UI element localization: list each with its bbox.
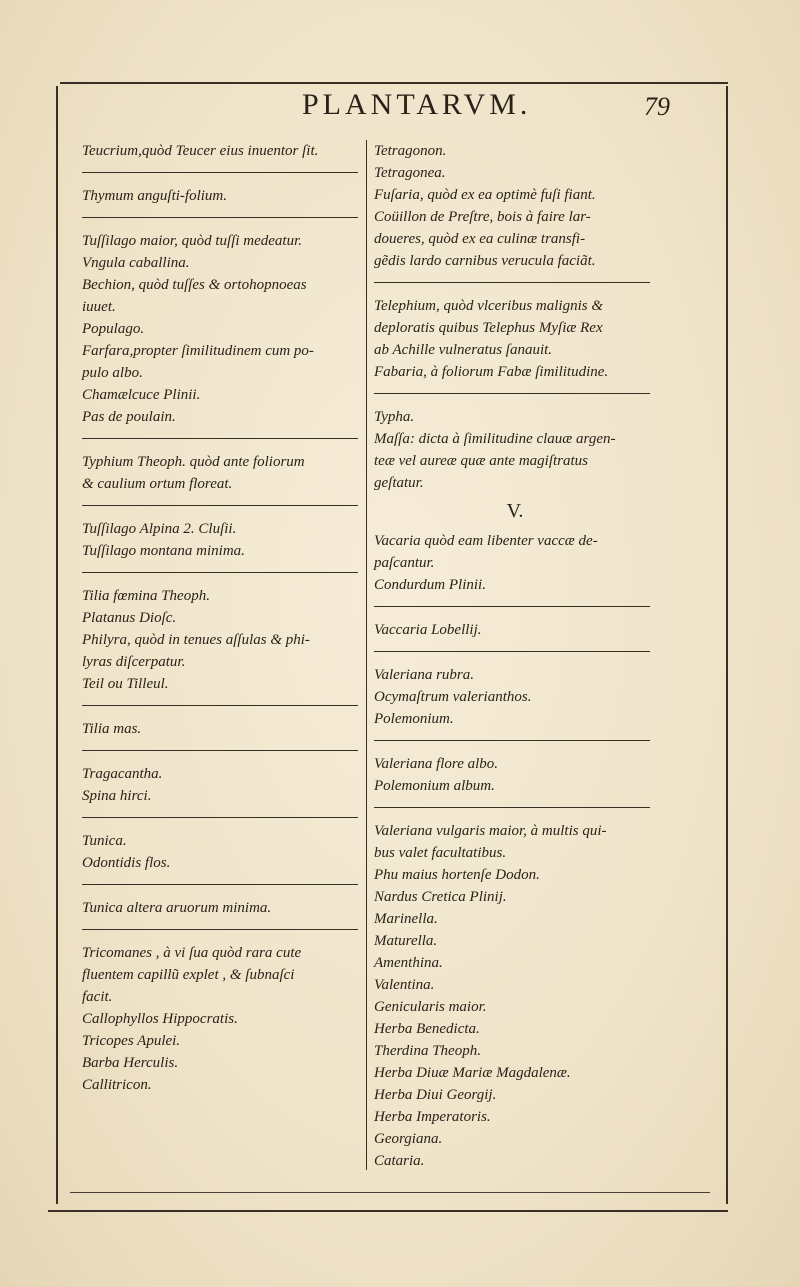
entry-line: Vaccaria Lobellij. (374, 622, 482, 638)
entry-separator (374, 282, 650, 283)
entry-line: Telephium, quòd vlceribus malignis & (374, 298, 604, 314)
entry-line: Nardus Cretica Plinij. (374, 889, 507, 905)
entry-line: Maſſa: dicta à ſimilitudine clauæ argen- (374, 431, 616, 447)
left-column (82, 140, 364, 1102)
entry-line: fluentem capillũ explet , & ſubnaſci (82, 967, 295, 983)
entry-line: facit. (82, 989, 113, 1005)
entry-line: Vacaria quòd eam libenter vaccæ de- (374, 533, 598, 549)
entry-line: Amenthina. (374, 955, 443, 971)
entry-line: Tetragonea. (374, 165, 446, 181)
plant-entry (374, 619, 656, 641)
entry-line: Valentina. (374, 977, 435, 993)
entry-line: Genicularis maior. (374, 999, 487, 1015)
entry-line: Marinella. (374, 911, 438, 927)
plant-entry (82, 185, 364, 207)
entry-separator (82, 172, 358, 173)
entry-separator (374, 651, 650, 652)
plant-entry (82, 718, 364, 740)
section-letter: V. (506, 500, 524, 522)
plant-entry (374, 406, 656, 494)
entry-line: Polemonium album. (374, 778, 495, 794)
entry-line: lyras diſcerpatur. (82, 654, 186, 670)
entry-line: deploratis quibus Telephus Myſiæ Rex (374, 320, 603, 336)
page-header (70, 88, 710, 128)
entry-line: Spina hirci. (82, 788, 152, 804)
entry-line: iuuet. (82, 299, 116, 315)
entry-line: Tragacantha. (82, 766, 163, 782)
entry-line: Valeriana rubra. (374, 667, 475, 683)
entry-line: Fuſaria, quòd ex ea optimè fuſi fiant. (374, 187, 596, 203)
entry-line: Thymum anguſti-folium. (82, 188, 227, 204)
entry-separator (374, 740, 650, 741)
bottom-inner-rule (70, 1192, 710, 1193)
top-rule (60, 82, 728, 84)
entry-line: Tuſſilago Alpina 2. Cluſii. (82, 521, 237, 537)
plant-entry (374, 295, 656, 383)
entry-line: Tetragonon. (374, 143, 447, 159)
entry-line: gẽdis lardo carnibus verucula faciãt. (374, 253, 596, 269)
entry-line: Populago. (82, 321, 145, 337)
entry-separator (82, 217, 358, 218)
entry-line: Typha. (374, 409, 415, 425)
entry-line: Cataria. (374, 1153, 425, 1169)
bottom-rule (48, 1210, 728, 1212)
entry-separator (374, 606, 650, 607)
plant-entry (374, 140, 656, 272)
entry-separator (82, 750, 358, 751)
entry-line: Teucrium,quòd Teucer eius inuentor ſit. (82, 143, 319, 159)
entry-line: Georgiana. (374, 1131, 443, 1147)
entry-line: Condurdum Plinii. (374, 577, 486, 593)
entry-line: geſtatur. (374, 475, 424, 491)
entry-line: Phu maius hortenſe Dodon. (374, 867, 540, 883)
entry-separator (82, 705, 358, 706)
entry-line: Therdina Theoph. (374, 1043, 481, 1059)
entry-line: Polemonium. (374, 711, 454, 727)
entry-line: Maturella. (374, 933, 438, 949)
plant-entry (374, 530, 656, 596)
entry-line: paſcantur. (374, 555, 435, 571)
entry-line: Valeriana vulgaris maior, à multis qui- (374, 823, 607, 839)
column-divider (366, 140, 367, 1170)
entry-line: ab Achille vulneratus ſanauit. (374, 342, 553, 358)
entry-line: Tuſſilago montana minima. (82, 543, 245, 559)
entry-line: Herba Imperatoris. (374, 1109, 491, 1125)
entry-separator (374, 393, 650, 394)
plant-entry (82, 140, 364, 162)
entry-line: doueres, quòd ex ea culinæ transfi- (374, 231, 586, 247)
plant-entry (82, 585, 364, 695)
plant-entry (82, 518, 364, 562)
plant-entry (374, 753, 656, 797)
entry-line: Fabaria, à foliorum Fabæ ſimilitudine. (374, 364, 609, 380)
entry-separator (82, 884, 358, 885)
entry-line: Herba Diuæ Mariæ Magdalenæ. (374, 1065, 571, 1081)
plant-entry (82, 230, 364, 428)
entry-line: Odontidis flos. (82, 855, 171, 871)
entry-line: Typhium Theoph. quòd ante foliorum (82, 454, 305, 470)
page-number: 79 (644, 92, 670, 121)
entry-line: Valeriana flore albo. (374, 756, 499, 772)
entry-line: Herba Benedicta. (374, 1021, 480, 1037)
entry-line: Farfara,propter ſimilitudinem cum po- (82, 343, 314, 359)
entry-line: bus valet facultatibus. (374, 845, 507, 861)
entry-line: Pas de poulain. (82, 409, 176, 425)
entry-line: Teil ou Tilleul. (82, 676, 169, 692)
entry-line: Vngula caballina. (82, 255, 190, 271)
plant-entry (82, 451, 364, 495)
entry-separator (82, 438, 358, 439)
entry-separator (374, 807, 650, 808)
entry-line: Tuſſilago maior, quòd tuſſi medeatur. (82, 233, 303, 249)
entry-line: Tunica. (82, 833, 127, 849)
entry-line: Herba Diui Georgij. (374, 1087, 497, 1103)
plant-entry (82, 763, 364, 807)
entry-line: Bechion, quòd tuſſes & ortohopnoeas (82, 277, 307, 293)
plant-entry (82, 942, 364, 1096)
entry-line: Callophyllos Hippocratis. (82, 1011, 238, 1027)
entry-line: pulo albo. (82, 365, 143, 381)
plant-entry (82, 897, 364, 919)
entry-line: Chamælcuce Plinii. (82, 387, 201, 403)
entry-separator (82, 817, 358, 818)
entry-line: Tricopes Apulei. (82, 1033, 181, 1049)
entry-line: Tricomanes , à vi ſua quòd rara cute (82, 945, 302, 961)
entry-line: & caulium ortum floreat. (82, 476, 233, 492)
plant-entry (374, 664, 656, 730)
entry-line: Coüillon de Preſtre, bois à faire lar- (374, 209, 591, 225)
entry-line: teæ vel aureæ quæ ante magiſtratus (374, 453, 589, 469)
entry-line: Barba Herculis. (82, 1055, 179, 1071)
entry-line: Tilia mas. (82, 721, 142, 737)
entry-separator (82, 929, 358, 930)
entry-line: Callitricon. (82, 1077, 152, 1093)
entry-line: Tunica altera aruorum minima. (82, 900, 272, 916)
entry-separator (82, 572, 358, 573)
running-title: PLANTARVM. (302, 88, 532, 121)
plant-entry (374, 820, 656, 1172)
entry-line: Tilia fœmina Theoph. (82, 588, 210, 604)
plant-entry (82, 830, 364, 874)
entry-line: Philyra, quòd in tenues aſſulas & phi- (82, 632, 310, 648)
entry-line: Ocymaſtrum valerianthos. (374, 689, 532, 705)
right-column (374, 140, 656, 1178)
entry-separator (82, 505, 358, 506)
entry-line: Platanus Dioſc. (82, 610, 177, 626)
